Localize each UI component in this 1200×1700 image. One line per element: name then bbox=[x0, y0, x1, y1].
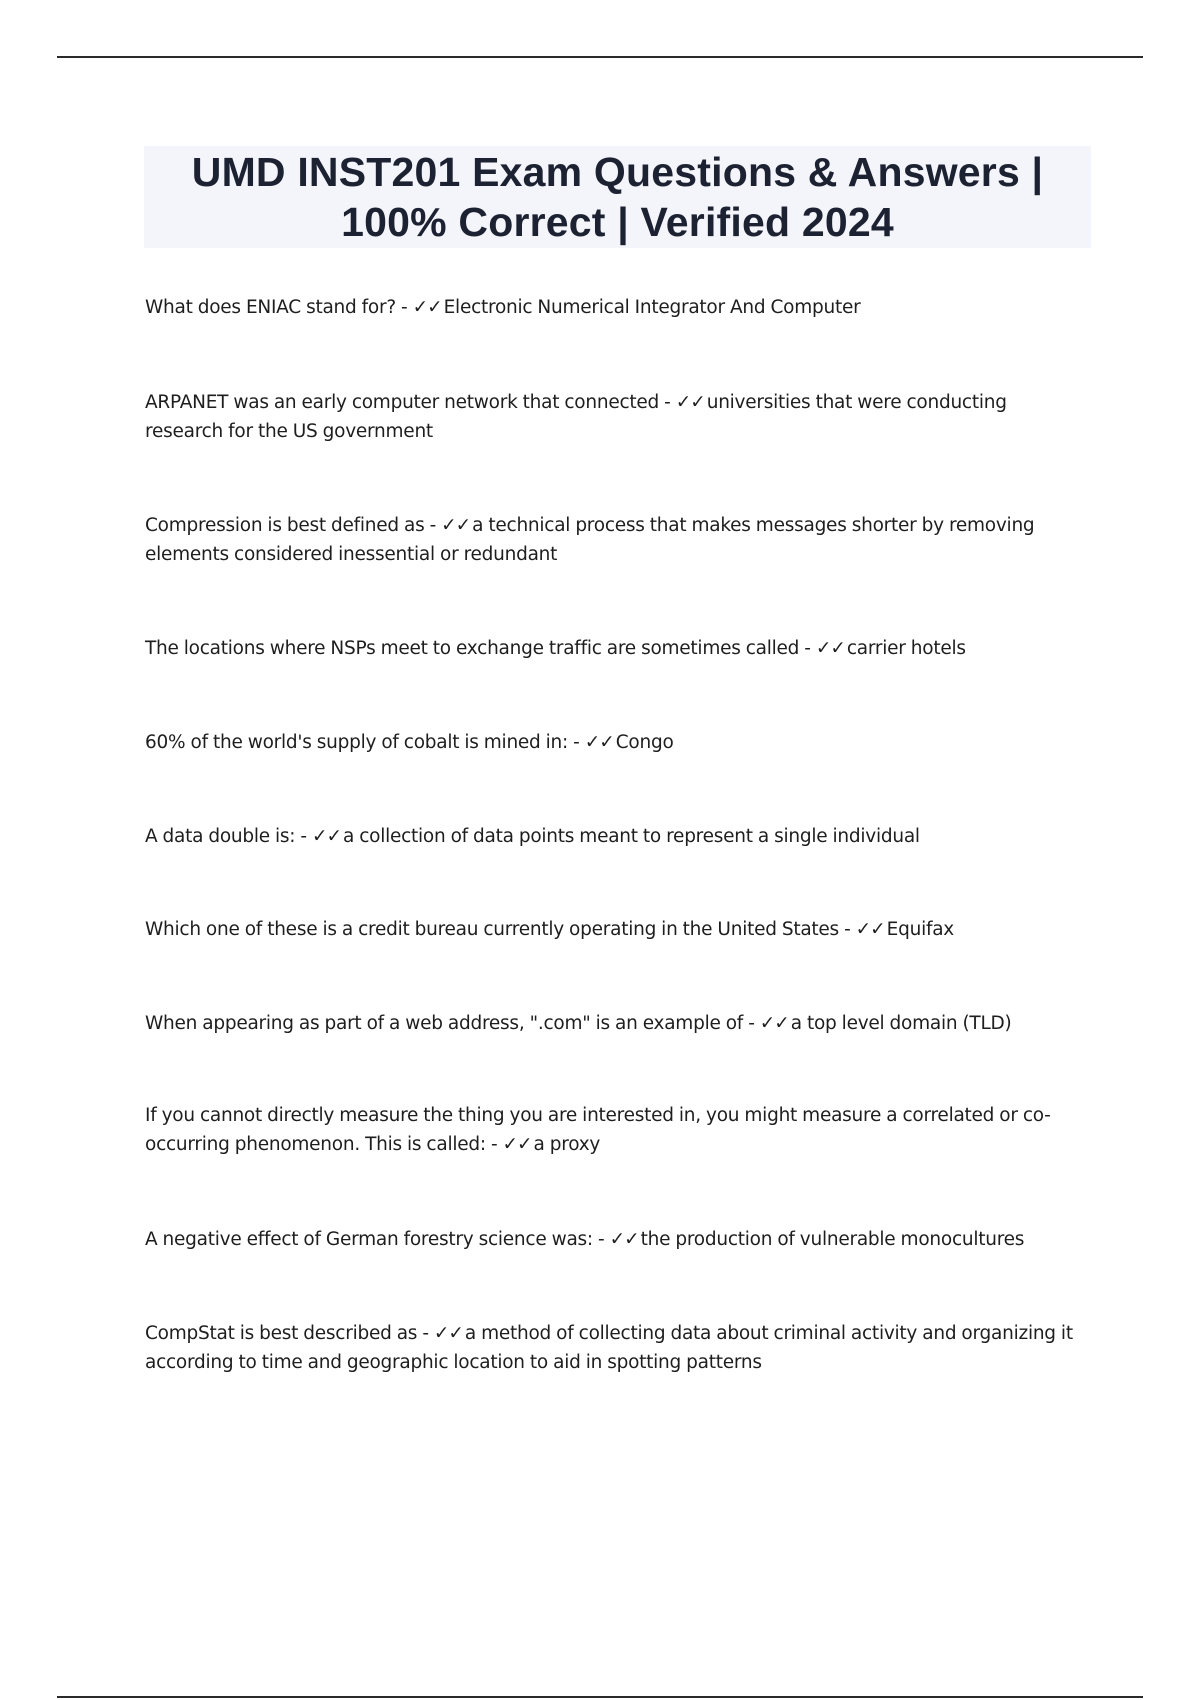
separator: - bbox=[395, 297, 413, 318]
question-text: If you cannot directly measure the thing you are interested in, you might measure a correlated or co-occurring phenomenon. This is called: bbox=[145, 1105, 1051, 1155]
separator: - bbox=[424, 515, 442, 536]
qa-item bbox=[145, 915, 1075, 944]
question-text: When appearing as part of a web address, ".com" is an example of bbox=[145, 1013, 744, 1034]
double-check-icon: ✓✓ bbox=[815, 638, 845, 659]
answer-text: carrier hotels bbox=[846, 638, 966, 659]
double-check-icon: ✓✓ bbox=[584, 732, 614, 753]
double-check-icon: ✓✓ bbox=[609, 1229, 639, 1250]
double-check-icon: ✓✓ bbox=[441, 515, 471, 536]
separator: - bbox=[659, 392, 676, 413]
answer-text: universities that were conducting research for the US government bbox=[145, 392, 1007, 442]
double-check-icon: ✓✓ bbox=[502, 1134, 532, 1155]
separator: - bbox=[568, 732, 585, 753]
answer-text: Electronic Numerical Integrator And Computer bbox=[443, 297, 861, 318]
double-check-icon: ✓✓ bbox=[412, 297, 442, 318]
double-check-icon: ✓✓ bbox=[855, 919, 885, 940]
question-text: What does ENIAC stand for? bbox=[145, 297, 396, 318]
answer-text: Congo bbox=[615, 732, 674, 753]
question-text: A data double is: bbox=[145, 826, 296, 847]
separator: - bbox=[417, 1323, 434, 1344]
question-text: Which one of these is a credit bureau currently operating in the United States bbox=[145, 919, 839, 940]
separator: - bbox=[592, 1229, 610, 1250]
question-text: ARPANET was an early computer network that connected bbox=[145, 392, 660, 413]
title-banner bbox=[144, 146, 1091, 248]
separator: - bbox=[295, 826, 312, 847]
page-title: UMD INST201 Exam Questions & Answers | 100% Correct | Verified 2024 bbox=[191, 149, 1044, 245]
qa-item bbox=[145, 634, 1075, 663]
separator: - bbox=[838, 919, 856, 940]
double-check-icon: ✓✓ bbox=[675, 392, 705, 413]
question-text: A negative effect of German forestry science was: bbox=[145, 1229, 593, 1250]
question-text: The locations where NSPs meet to exchange traffic are sometimes called bbox=[145, 638, 800, 659]
answer-text: a top level domain (TLD) bbox=[790, 1013, 1012, 1034]
bottom-rule bbox=[57, 1696, 1143, 1698]
double-check-icon: ✓✓ bbox=[311, 826, 341, 847]
qa-item bbox=[145, 1225, 1075, 1254]
answer-text: a technical process that makes messages shorter by removing elements considered inessential or redundant bbox=[145, 515, 1035, 565]
question-text: CompStat is best described as bbox=[145, 1323, 418, 1344]
answer-text: a method of collecting data about criminal activity and organizing it according to time and geographic location to aid in spotting patterns bbox=[145, 1323, 1073, 1373]
qa-item bbox=[145, 1319, 1075, 1377]
qa-item bbox=[145, 511, 1075, 569]
separator: - bbox=[799, 638, 816, 659]
separator: - bbox=[743, 1013, 760, 1034]
answer-text: the production of vulnerable monocultures bbox=[640, 1229, 1025, 1250]
qa-item bbox=[145, 293, 1075, 322]
separator: - bbox=[485, 1134, 503, 1155]
top-rule bbox=[57, 56, 1143, 58]
double-check-icon: ✓✓ bbox=[433, 1323, 463, 1344]
question-text: Compression is best defined as bbox=[145, 515, 425, 536]
qa-item bbox=[145, 822, 1075, 851]
question-text: 60% of the world's supply of cobalt is mined in: bbox=[145, 732, 569, 753]
answer-text: a collection of data points meant to represent a single individual bbox=[342, 826, 920, 847]
answer-text: Equifax bbox=[886, 919, 955, 940]
qa-item bbox=[145, 1009, 1075, 1038]
double-check-icon: ✓✓ bbox=[759, 1013, 789, 1034]
qa-item bbox=[145, 1101, 1075, 1159]
qa-item bbox=[145, 388, 1075, 446]
qa-item bbox=[145, 728, 1075, 757]
answer-text: a proxy bbox=[533, 1134, 601, 1155]
